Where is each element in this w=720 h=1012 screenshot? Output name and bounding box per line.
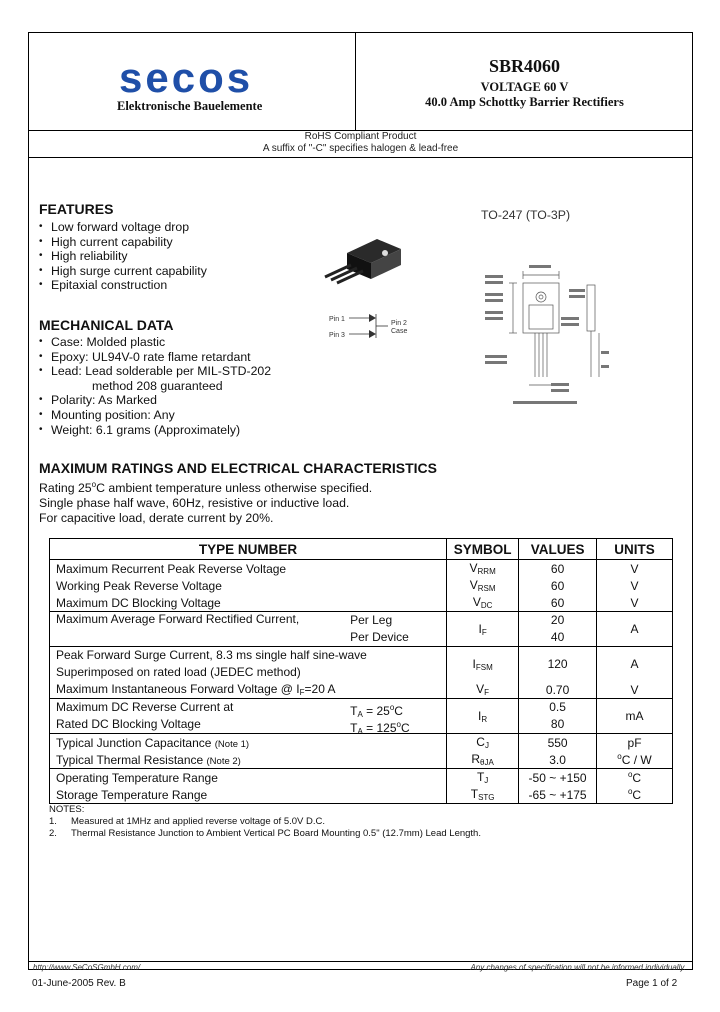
feature-item: • High surge current capability (37, 264, 207, 279)
datasheet-frame (28, 32, 693, 970)
table-row: Maximum Recurrent Peak Reverse Voltage $V_{RRM}$ 60 V (50, 560, 673, 578)
package-title: TO-247 (TO-3P) (481, 208, 571, 222)
package-3d-icon (325, 239, 401, 283)
pin-diagram (329, 314, 407, 339)
header-type-number: TYPE NUMBER (50, 539, 447, 560)
table-row: Maximum DC Blocking Voltage $V_{DC}$ 60 V (50, 594, 673, 612)
table-row: Operating Temperature Range $T_J$ -50 ~ +150 $^o$C (50, 769, 673, 787)
outline-dimension-drawing (509, 271, 599, 385)
table-row: Typical Junction Capacitance (Note 1) $C_J$ 550 pF (50, 734, 673, 752)
mechanical-item: • Case: Molded plastic (37, 335, 271, 350)
table-header-row (50, 539, 673, 560)
table-row: Working Peak Reverse Voltage $V_{RSM}$ 60 V (50, 577, 673, 594)
ratings-line-1: Rating 25$^o$C ambient temperature unless otherwise specified. (39, 480, 373, 495)
footer-url-link[interactable]: http://www.SeCoSGmbH.com/ (33, 963, 141, 972)
pin3-label: Pin 3 (329, 332, 345, 339)
ratings-line-3: For capacitive load, derate current by 20%. (39, 510, 274, 525)
ratings-line-2: Single phase half wave, 60Hz, resistive or inductive load. (39, 495, 350, 510)
header (29, 33, 692, 131)
pin2-label: Pin 2 (391, 320, 407, 327)
table-row: Maximum Average Forward Rectified Current, Per Leg Per Device $I_F$ 20 40 A (50, 612, 673, 647)
feature-item: • High reliability (37, 249, 207, 264)
rohs-divider (29, 157, 692, 158)
case-label: Case (391, 328, 408, 335)
notes-title: NOTES: (49, 804, 85, 815)
ratings-title: MAXIMUM RATINGS AND ELECTRICAL CHARACTERISTICS (39, 460, 437, 476)
features-list (37, 220, 207, 293)
mechanical-item-continued: method 208 guaranteed (92, 378, 223, 393)
header-values: VALUES (519, 539, 597, 560)
mechanical-item: • Weight: 6.1 grams (Approximately) (37, 423, 271, 438)
mechanical-title: MECHANICAL DATA (39, 317, 174, 333)
part-number: SBR4060 (488, 56, 560, 76)
mechanical-item: • Lead: Lead solderable per MIL-STD-202 (37, 364, 271, 379)
table-row: Peak Forward Surge Current, 8.3 ms single half sine-wave Superimposed on rated load (JEDEC method) $I_{FSM}$ 120 A (50, 647, 673, 682)
mechanical-item: • Polarity: As Marked (37, 393, 271, 408)
mechanical-item: • Epoxy: UL94V-0 rate flame retardant (37, 350, 271, 365)
voltage-rating: VOLTAGE 60 V (480, 80, 569, 94)
rohs-line-1: RoHS Compliant Product (304, 131, 417, 142)
rohs-line-2: A suffix of "-C" specifies halogen & lead-free (262, 143, 459, 154)
package-drawing (289, 205, 609, 405)
mechanical-list (37, 335, 271, 437)
footer-divider (29, 961, 692, 962)
feature-item: • Epitaxial construction (37, 278, 207, 293)
note-item: 1. Measured at 1MHz and applied reverse voltage of 5.0V D.C. (49, 816, 325, 827)
company-logo: secos (119, 54, 254, 101)
product-description: 40.0 Amp Schottky Barrier Rectifiers (425, 95, 624, 109)
page-number: Page 1 of 2 (626, 978, 678, 989)
table-row: Maximum Instantaneous Forward Voltage @ $I_F=20$ A $V_F$ 0.70 V (50, 681, 673, 699)
revision-date: 01-June-2005 Rev. B (32, 978, 126, 989)
mechanical-item: • Mounting position: Any (37, 408, 271, 423)
table-row: Storage Temperature Range $T_{STG}$ -65 ~ +175 $^o$C (50, 786, 673, 804)
table-row: Maximum DC Reverse Current at Rated DC Blocking Voltage $T_A = 25^oC$ $T_A = 125^oC$ $I_R$ 0.5 80 mA (50, 699, 673, 734)
pin1-label: Pin 1 (329, 316, 345, 323)
feature-item: • High current capability (37, 235, 207, 250)
characteristics-table (49, 538, 673, 804)
features-title: FEATURES (39, 201, 114, 217)
notes (49, 804, 481, 840)
table-row: Typical Thermal Resistance (Note 2) $R_{\theta JA}$ 3.0 $^o$C / W (50, 751, 673, 769)
header-units: UNITS (597, 539, 673, 560)
footer-notice: Any changes of specification will not be informed individually. (470, 963, 686, 972)
note-item: 2. Thermal Resistance Junction to Ambient Vertical PC Board Mounting 0.5" (12.7mm) Lead Length. (49, 828, 481, 839)
ratings-conditions (39, 478, 372, 525)
feature-item: • Low forward voltage drop (37, 220, 207, 235)
company-tagline: Elektronische Bauelemente (117, 99, 263, 113)
header-symbol: SYMBOL (447, 539, 519, 560)
